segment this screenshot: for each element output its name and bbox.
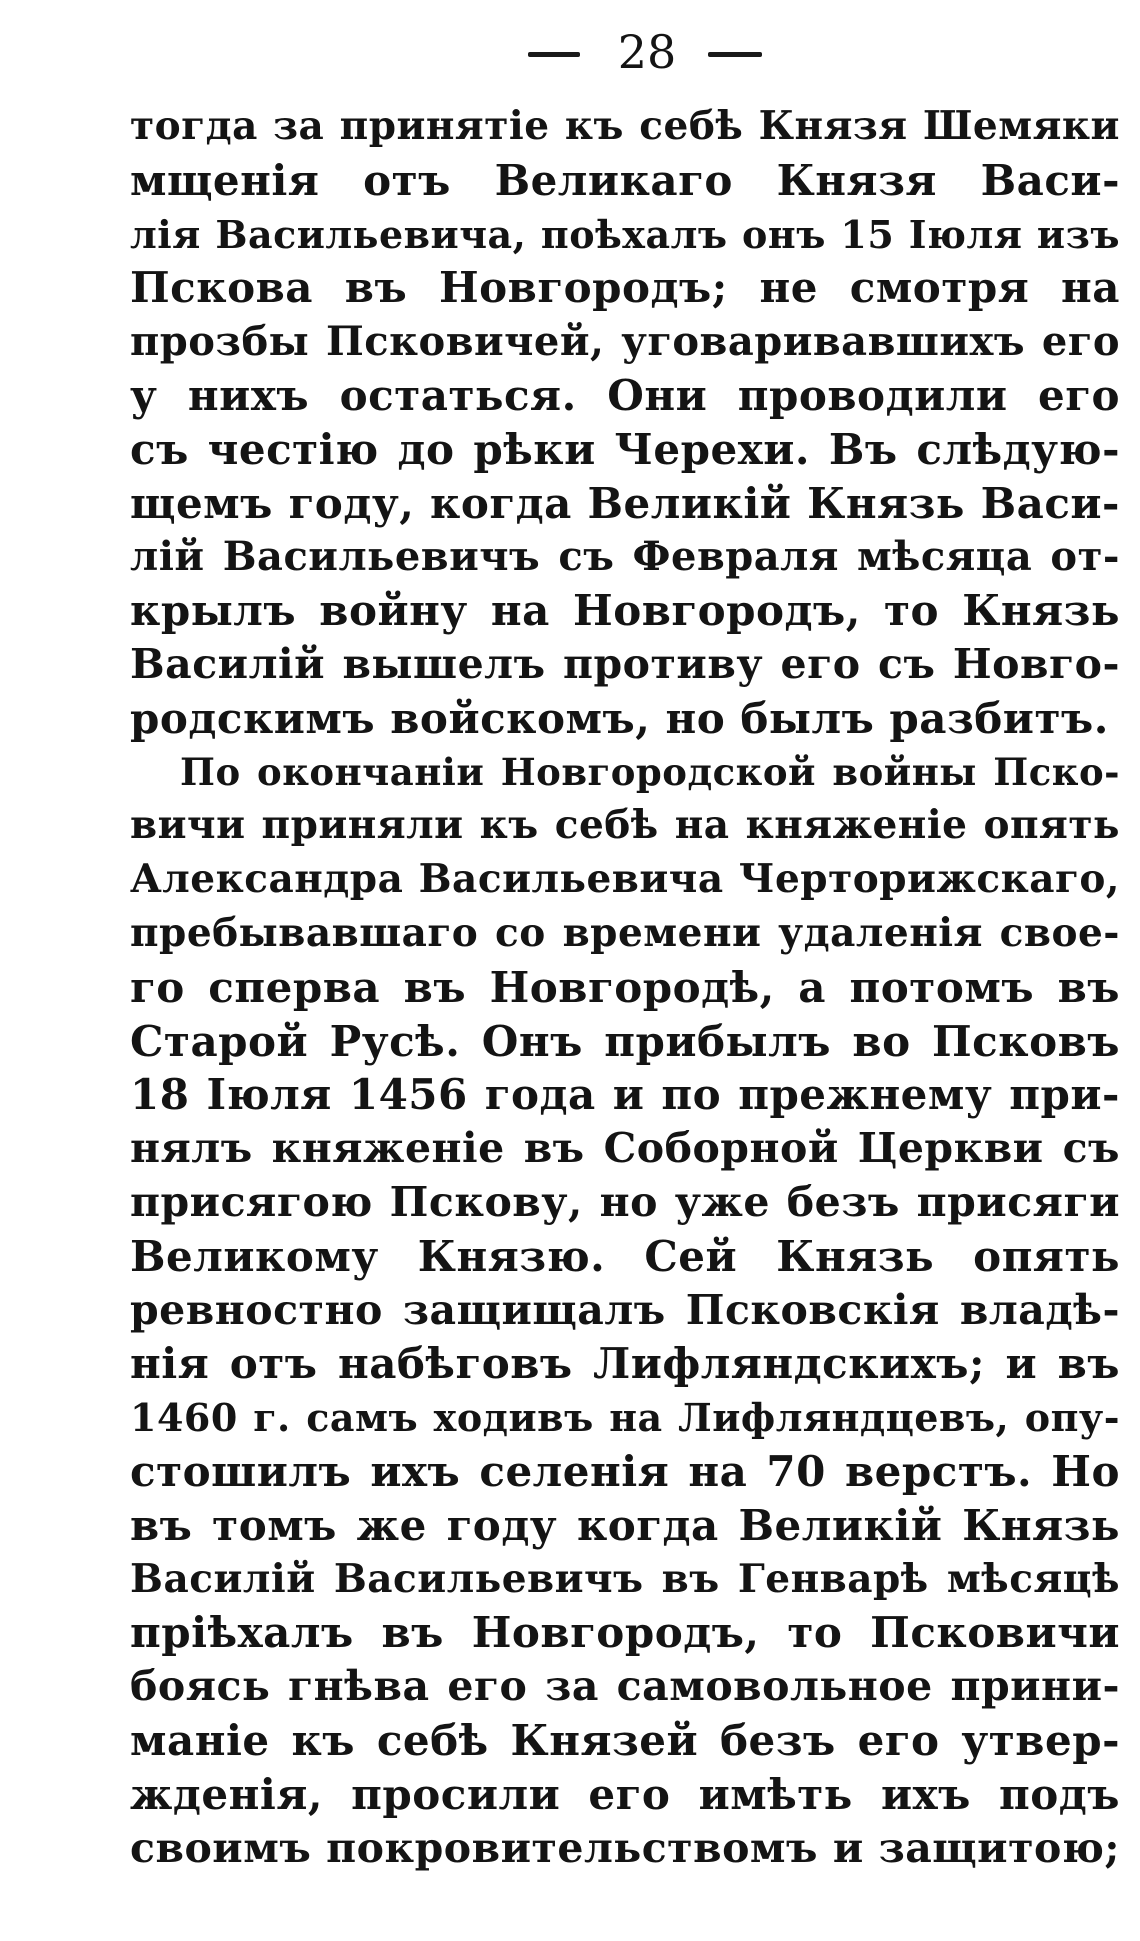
text-line: съ честію до рѣки Черехи. Въ слѣдую-: [130, 424, 1120, 474]
text-line: жденія, просили его имѣть ихъ подъ: [130, 1769, 1120, 1819]
text-line: 1460 г. самъ ходивъ на Лифляндцевъ, опу-: [130, 1395, 1120, 1441]
text-line: го сперва въ Новгородѣ, а потомъ въ: [130, 962, 1120, 1012]
text-line: щемъ году, когда Великій Князь Васи-: [130, 478, 1120, 528]
text-line: Пскова въ Новгородъ; не смотря на: [130, 263, 1120, 313]
text-line: 18 Іюля 1456 года и по прежнему при-: [130, 1070, 1120, 1120]
paragraph-start-line: По окончаніи Новгородской войны Пско-: [180, 749, 1120, 794]
text-line: въ томъ же году когда Великій Князь: [130, 1500, 1120, 1550]
header-dash-right: [708, 52, 762, 57]
text-line: стошилъ ихъ селенія на 70 верстъ. Но: [130, 1446, 1120, 1496]
page-number: 28: [617, 25, 677, 79]
header-dash-left: [528, 52, 580, 57]
text-line: мщенія отъ Великаго Князя Васи-: [130, 155, 1120, 205]
text-line: лій Васильевичъ съ Февраля мѣсяца от-: [130, 533, 1120, 581]
text-line: боясь гнѣва его за самовольное прини-: [130, 1662, 1120, 1711]
text-line: Старой Русѣ. Онъ прибылъ во Псковъ: [130, 1016, 1120, 1066]
text-line: прозбы Псковичей, уговаривавшихъ его: [130, 318, 1120, 366]
text-line: присягою Пскову, но уже безъ присяги: [130, 1177, 1120, 1226]
text-line: Василій Васильевичъ въ Генварѣ мѣсяцѣ: [130, 1555, 1120, 1602]
text-line: нялъ княженіе въ Соборной Церкви съ: [130, 1124, 1120, 1173]
text-line: маніе къ себѣ Князей безъ его утвер-: [130, 1715, 1120, 1765]
text-line: крылъ войну на Новгородъ, то Князь: [130, 586, 1120, 636]
text-line: у нихъ остаться. Они проводили его: [130, 370, 1120, 420]
text-line: своимъ покровительствомъ и защитою;: [130, 1823, 1120, 1872]
text-line: пріѣхалъ въ Новгородъ, то Псковичи: [130, 1608, 1120, 1658]
text-line: Александра Васильевича Черторижскаго,: [130, 856, 1120, 903]
text-line: Василій вышелъ противу его съ Новго-: [130, 639, 1120, 688]
text-line: пребывавшаго со времени удаленія свое-: [130, 909, 1120, 956]
text-line: нія отъ набѣговъ Лифляндскихъ; и въ: [130, 1339, 1120, 1389]
page-header: [0, 22, 1140, 92]
paragraph-end-line: родскимъ войскомъ, но былъ разбитъ.: [130, 693, 1109, 743]
body-text: [130, 100, 1120, 1875]
text-line: ревностно защищалъ Псковскія владѣ-: [130, 1285, 1120, 1334]
text-line: лія Васильевича, поѣхалъ онъ 15 Іюля изъ: [130, 211, 1120, 257]
text-line: вичи приняли къ себѣ на княженіе опять: [130, 802, 1120, 849]
text-line: тогда за принятіе къ себѣ Князя Шемяки: [130, 103, 1120, 149]
text-line: Великому Князю. Сей Князь опять: [130, 1231, 1120, 1281]
